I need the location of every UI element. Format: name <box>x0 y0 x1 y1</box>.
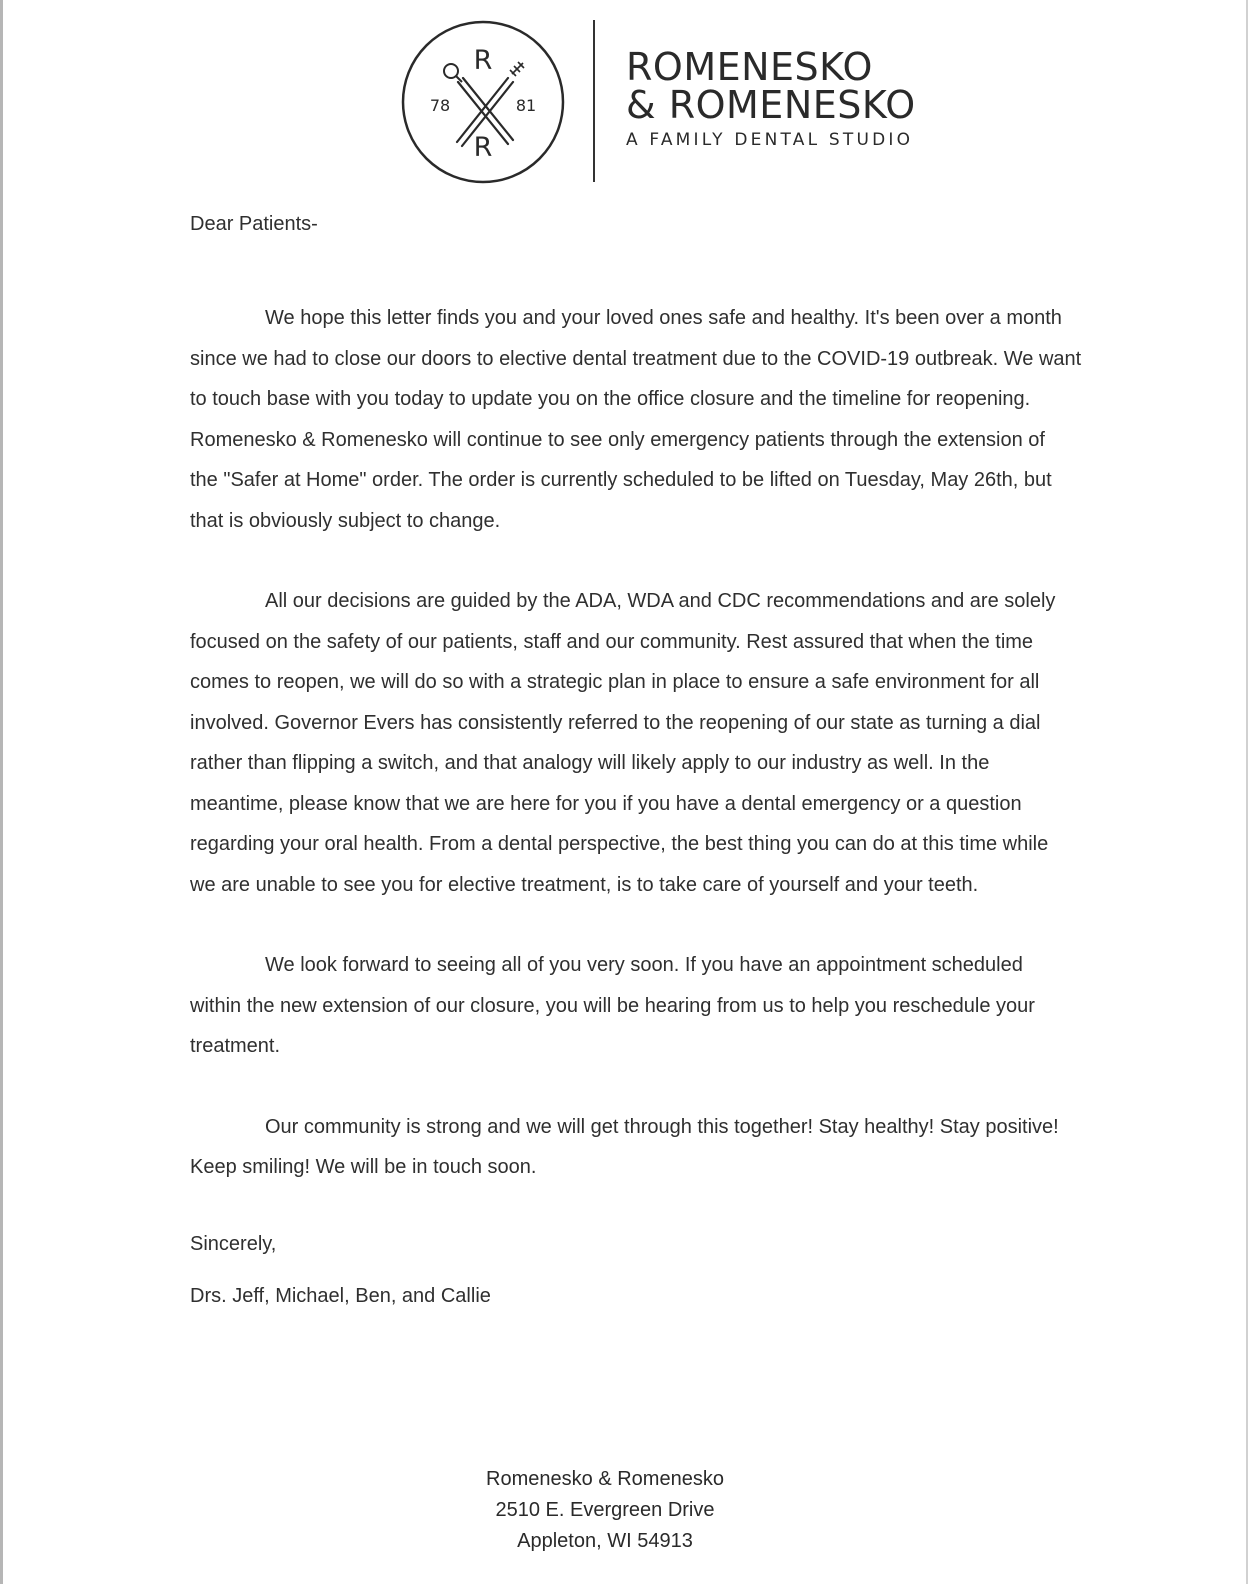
monogram-emblem-icon <box>400 18 580 184</box>
text-line: regarding your oral health. From a dental perspective, the best thing you can do at this time while <box>190 833 1049 855</box>
paragraph-2 <box>190 581 1158 905</box>
letter-closing: Sincerely, <box>190 1233 277 1255</box>
letter-body <box>190 298 1158 1188</box>
text-line: Romenesko & Romenesko will continue to see only emergency patients through the extension of <box>190 428 1045 451</box>
brand-tagline: A FAMILY DENTAL STUDIO <box>626 130 914 150</box>
paragraph-4 <box>190 1107 1158 1188</box>
address-street: 2510 E. Evergreen Drive <box>495 1499 715 1521</box>
monogram-bottom-letter: R <box>473 132 493 163</box>
brand-name-line-1: ROMENESKO <box>626 45 873 89</box>
text-line: We look forward to seeing all of you very soon. If you have an appointment scheduled <box>265 954 1023 976</box>
text-line: since we had to close our doors to elective dental treatment due to the COVID-19 outbreak. We want <box>190 347 1082 370</box>
text-line: meantime, please know that we are here for you if you have a dental emergency or a question <box>190 792 1022 815</box>
text-line: within the new extension of our closure, you will be hearing from us to help you reschedule your <box>190 994 1035 1017</box>
salutation: Dear Patients- <box>190 213 318 235</box>
text-line: that is obviously subject to change. <box>190 509 501 532</box>
logo-divider <box>593 20 595 182</box>
text-line: involved. Governor Evers has consistently referred to the reopening of our state as turning a dial <box>190 711 1041 734</box>
text-line: we are unable to see you for elective treatment, is to take care of yourself and your teeth. <box>190 873 979 896</box>
monogram-year-left: 78 <box>429 96 451 115</box>
letter-signers: Drs. Jeff, Michael, Ben, and Callie <box>190 1285 491 1307</box>
text-line: the "Safer at Home" order. The order is currently scheduled to be lifted on Tuesday, May 26th, but <box>190 469 1052 491</box>
scan-edge-left <box>0 0 3 1584</box>
monogram-year-right: 81 <box>515 96 537 115</box>
text-line: focused on the safety of our patients, staff and our community. Rest assured that when the time <box>190 630 1034 653</box>
brand-wordmark <box>626 45 916 150</box>
text-line: Our community is strong and we will get through this together! Stay healthy! Stay positive! <box>265 1115 1059 1138</box>
practice-logo <box>400 18 940 184</box>
address-name: Romenesko & Romenesko <box>486 1468 724 1490</box>
text-line: All our decisions are guided by the ADA, WDA and CDC recommendations and are solely <box>265 590 1056 612</box>
address-city: Appleton, WI 54913 <box>517 1530 693 1552</box>
practice-address <box>430 1464 780 1557</box>
paragraph-1 <box>190 298 1158 541</box>
brand-name-line-2: & ROMENESKO <box>626 83 916 127</box>
text-line: comes to reopen, we will do so with a strategic plan in place to ensure a safe environment for all <box>190 671 1040 693</box>
monogram-top-letter: R <box>473 45 493 76</box>
text-line: to touch base with you today to update you on the office closure and the timeline for reopening. <box>190 388 1031 410</box>
text-line: Keep smiling! We will be in touch soon. <box>190 1156 537 1178</box>
text-line: We hope this letter finds you and your loved ones safe and healthy. It's been over a month <box>265 307 1062 329</box>
paragraph-3 <box>190 945 1158 1067</box>
text-line: treatment. <box>190 1035 281 1057</box>
text-line: rather than flipping a switch, and that analogy will likely apply to our industry as well. In the <box>190 752 990 774</box>
